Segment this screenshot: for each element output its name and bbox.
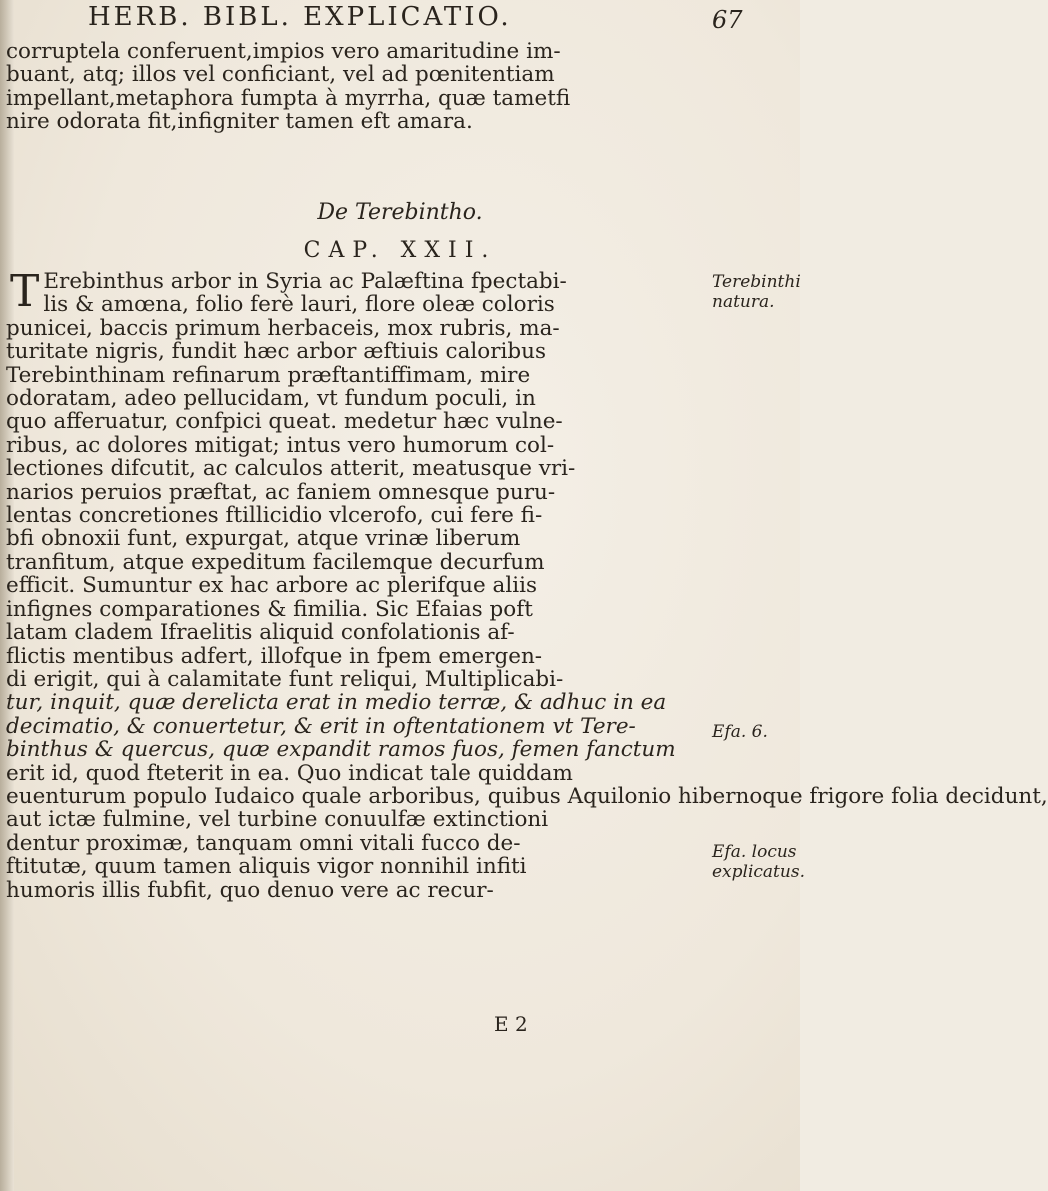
text-line: quo afferuatur, confpici queat. medetur hæc vulne-	[6, 409, 563, 435]
catchword: E 2	[494, 1012, 528, 1036]
top-paragraph	[6, 40, 696, 134]
text-line: ftitutæ, quum tamen aliquis vigor nonnihil infiti	[6, 854, 527, 880]
margin-note-line: explicatus.	[712, 862, 805, 882]
text-line: bfi obnoxii funt, expurgat, atque vrinæ liberum	[6, 526, 521, 552]
section-title: De Terebintho.	[317, 200, 483, 225]
text-line: corruptela conferuent,impios vero amaritudine im-	[6, 39, 561, 64]
margin-note-esa-2	[712, 842, 805, 882]
text-line: erit id, quod fteterit in ea. Quo indicat tale quiddam	[6, 760, 573, 786]
text-line: dentur proximæ, tanquam omni vitali fucco de-	[6, 830, 521, 856]
text-line: infignes comparationes & fimilia. Sic Efaias poft	[6, 596, 533, 622]
text-line-italic: decimatio, & conuertetur, & erit in oftentationem vt Tere-	[6, 713, 636, 739]
text-line: narios peruios præftat, ac faniem omnesque puru-	[6, 479, 556, 505]
text-line: punicei, baccis primum herbaceis, mox rubris, ma-	[6, 315, 560, 341]
text-line: di erigit, qui à calamitate funt reliqui, Multiplicabi-	[6, 666, 564, 692]
margin-note-line: natura.	[712, 292, 775, 312]
page-number: 67	[712, 6, 743, 34]
text-line: aut ictæ fulmine, vel turbine conuulfæ extinctioni	[6, 807, 549, 833]
text-line: tranfitum, atque expeditum facilemque decurfum	[6, 549, 545, 575]
text-line: ribus, ac dolores mitigat; intus vero humorum col-	[6, 432, 555, 458]
text-line: humoris illis fubfit, quo denuo vere ac recur-	[6, 877, 494, 903]
margin-note-line: Terebinthi	[712, 272, 801, 292]
text-line: buant, atq; illos vel conficiant, vel ad pœnitentiam	[6, 62, 555, 88]
text-line: Terebinthinam refinarum præftantiffimam, mire	[6, 362, 531, 388]
margin-note-line: Efa. locus	[712, 842, 797, 862]
margin-note-esa-1: Efa. 6.	[712, 722, 768, 742]
chapter-title: CAP. XXII.	[303, 238, 497, 263]
text-line: lis & amœna, folio ferè lauri, flore oleæ coloris	[43, 292, 555, 318]
margin-note-terebinth	[712, 272, 800, 312]
text-line: impellant,metaphora fumpta à myrrha, quæ tametfi	[6, 85, 571, 111]
text-line: euenturum populo Iudaico quale arboribus, quibus Aquilonio hibernoque frigore folia decidunt,	[6, 783, 1048, 809]
text-line: turitate nigris, fundit hæc arbor æftiuis caloribus	[6, 339, 546, 365]
text-line: nire odorata fit,infigniter tamen eft amara.	[6, 109, 473, 135]
text-line-italic: binthus & quercus, quæ expandit ramos fuos, femen fanctum	[6, 737, 676, 763]
text-line: lectiones difcutit, ac calculos atterit, meatusque vri-	[6, 456, 576, 482]
text-line: flictis mentibus adfert, illofque in fpem emergen-	[6, 643, 543, 669]
text-line: odoratam, adeo pellucidam, vt fundum poculi, in	[6, 386, 536, 412]
text-line-italic: tur, inquit, quæ derelicta erat in medio terræ, & adhuc in ea	[6, 690, 667, 716]
text-line: Erebinthus arbor in Syria ac Palæftina fpectabi-	[43, 269, 567, 294]
text-line: efficit. Sumuntur ex hac arbore ac plerifque aliis	[6, 573, 538, 599]
text-line: latam cladem Ifraelitis aliquid confolationis af-	[6, 620, 515, 646]
running-head: HERB. BIBL. EXPLICATIO.	[88, 2, 512, 32]
text-line: lentas concretiones ftillicidio vlcerofo, cui fere fi-	[6, 503, 543, 529]
drop-cap: T	[10, 266, 40, 317]
